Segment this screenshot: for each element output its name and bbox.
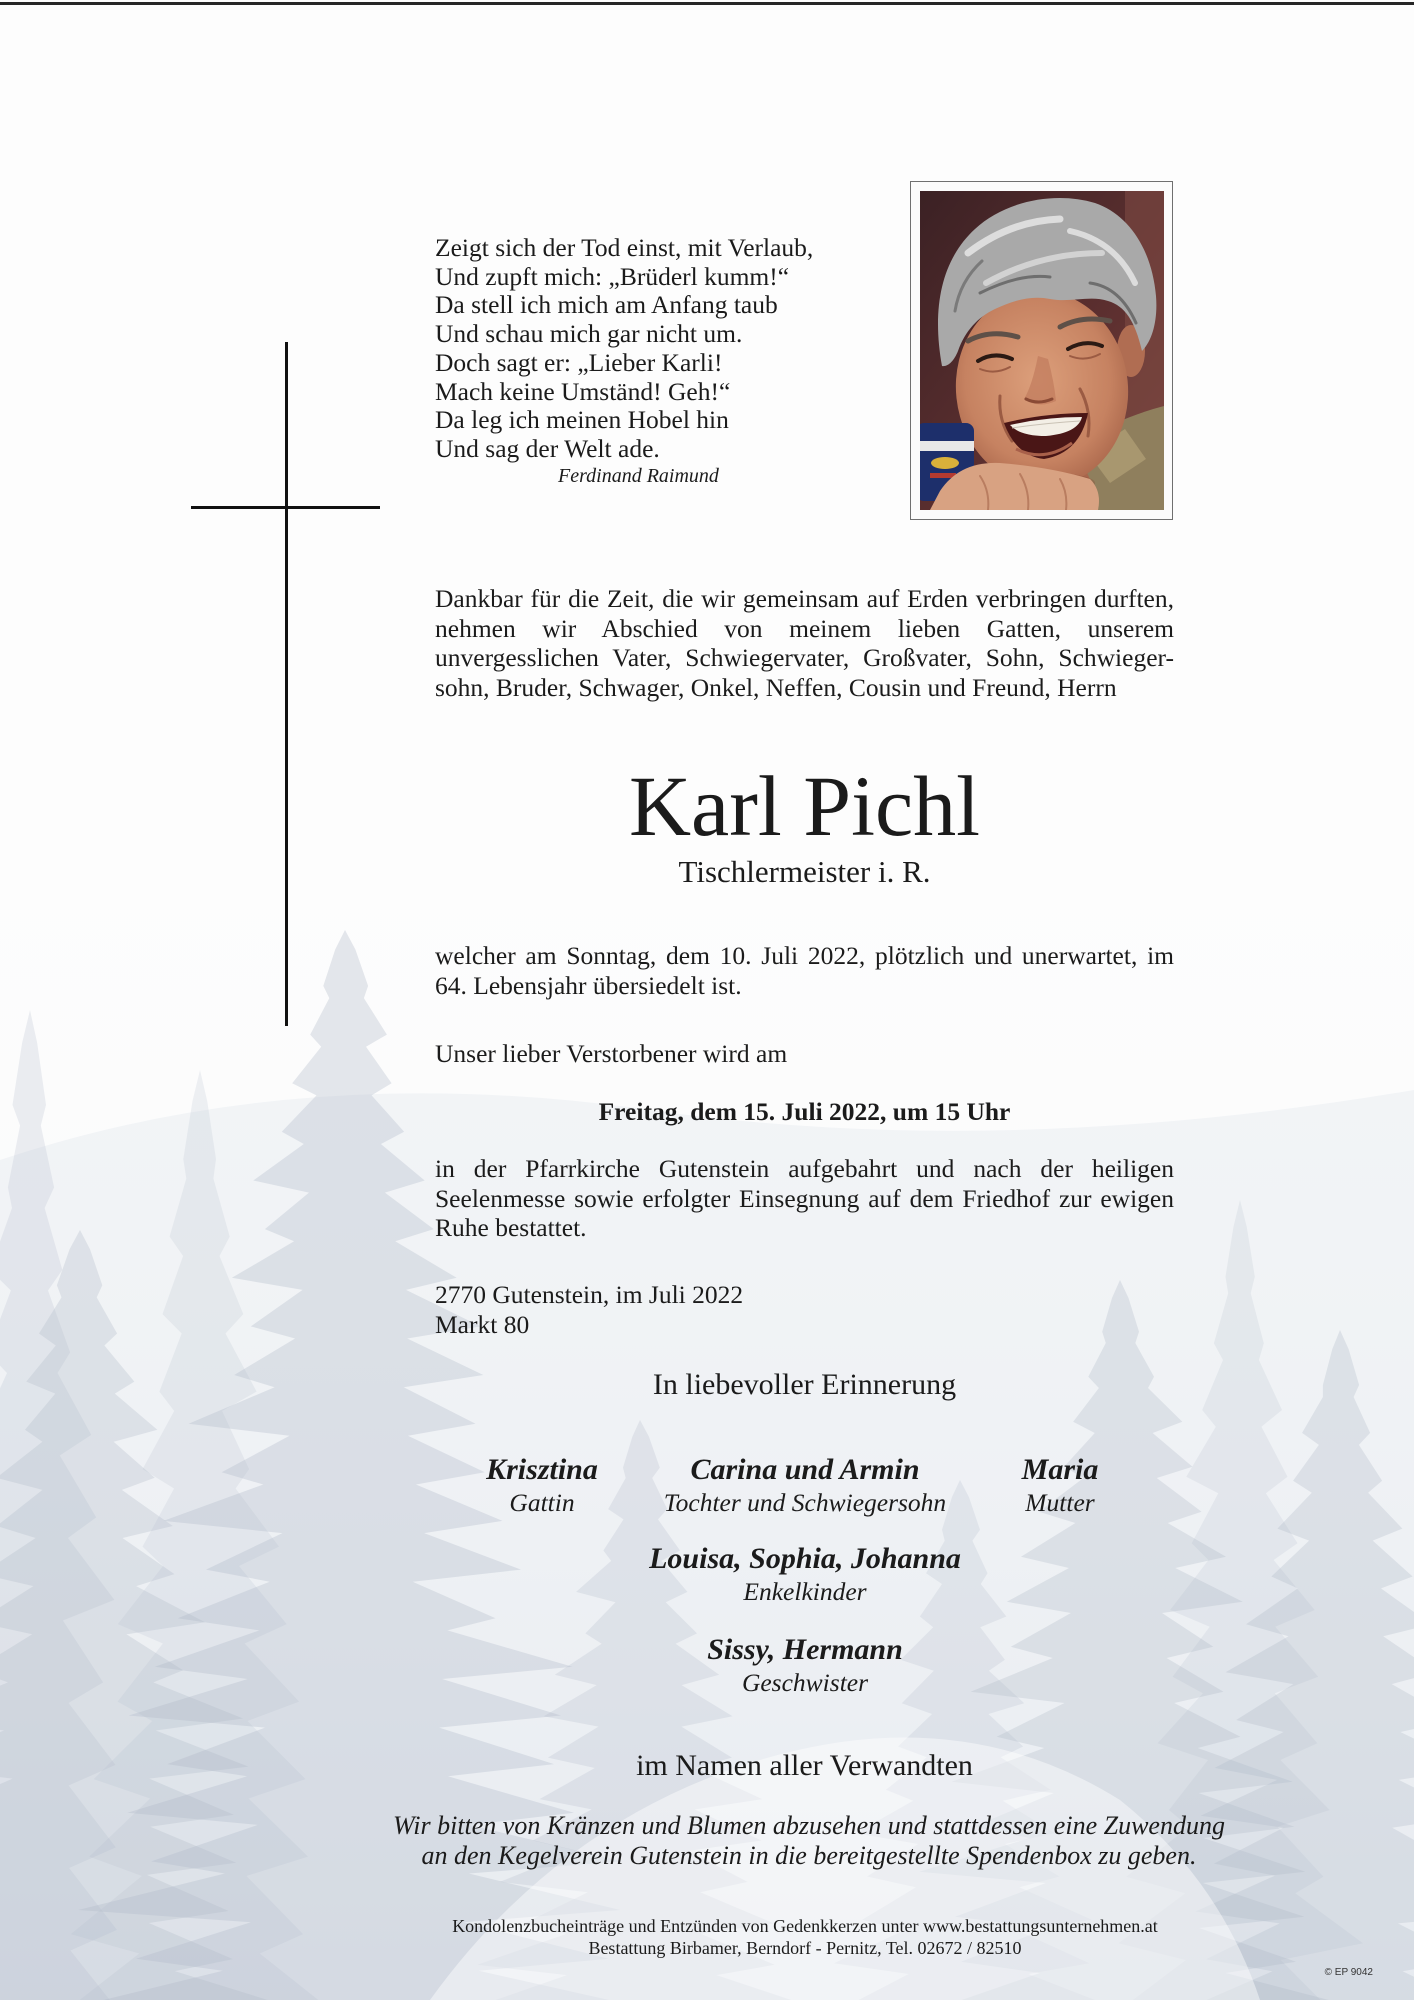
- poem: [435, 234, 813, 464]
- portrait-photo: [920, 191, 1164, 510]
- poem-line: Und sag der Welt ade.: [435, 433, 660, 463]
- death-notice: [435, 941, 1174, 1001]
- mourner-group-mother: [880, 1452, 1240, 1518]
- scan-edge-line: [0, 2, 1414, 5]
- mourner-group-siblings: [625, 1632, 985, 1698]
- funeral-details: [435, 1154, 1174, 1243]
- mourner-group-grandchildren: [625, 1541, 985, 1607]
- photo-frame: [910, 181, 1173, 520]
- funeral-date: Freitag, dem 15. Juli 2022, um 15 Uhr: [598, 1097, 1011, 1126]
- intro-line: nehmen wir Abschied von meinem lieben Gatten, unserem: [435, 613, 1174, 643]
- intro-line: unvergesslichen Vater, Schwiegervater, Großvater, Sohn, Schwieger-: [435, 643, 1174, 673]
- mourners-heading: In liebevoller Erinnerung: [652, 1368, 957, 1401]
- intro-line: Dankbar für die Zeit, die wir gemeinsam auf Erden verbringen durften,: [435, 584, 1174, 613]
- poem-line: Da leg ich meinen Hobel hin: [435, 405, 729, 435]
- mourner-names: Louisa, Sophia, Johanna: [649, 1542, 961, 1575]
- cross-icon-horizontal: [191, 506, 380, 509]
- death-notice-line: welcher am Sonntag, dem 10. Juli 2022, plötzlich und unerwartet, im: [435, 941, 1174, 970]
- mourner-relation: Enkelkinder: [743, 1577, 867, 1606]
- footer-line-condolence: Kondolenzbucheinträge und Entzünden von Gedenkkerzen unter www.bestattungsunternehmen.at: [452, 1916, 1158, 1936]
- death-notice-line: 64. Lebensjahr übersiedelt ist.: [435, 971, 742, 1000]
- mourner-relation: Tochter und Schwiegersohn: [663, 1488, 947, 1517]
- poem-line: Da stell ich mich am Anfang taub: [435, 290, 778, 320]
- funeral-intro-text: Unser lieber Verstorbener wird am: [435, 1039, 788, 1068]
- mourner-names: Krisztina: [486, 1453, 598, 1486]
- poem-line: Zeigt sich der Tod einst, mit Verlaub,: [435, 233, 814, 262]
- mourner-relation: Geschwister: [741, 1668, 869, 1697]
- request-line: Wir bitten von Kränzen und Blumen abzusehen und stattdessen eine Zuwendung: [393, 1811, 1225, 1840]
- funeral-line: Seelenmesse sowie erfolgter Einsegnung auf dem Friedhof zur ewigen: [435, 1183, 1174, 1213]
- request-line: an den Kegelverein Gutenstein in die bereitgestellte Spendenbox zu geben.: [421, 1841, 1197, 1870]
- mourner-names: Sissy, Hermann: [707, 1633, 903, 1666]
- deceased-name: Karl Pichl: [628, 758, 981, 854]
- mourner-relation: Gattin: [509, 1488, 575, 1517]
- mourner-names: Carina und Armin: [690, 1453, 920, 1486]
- intro-line: sohn, Bruder, Schwager, Onkel, Neffen, Cousin und Freund, Herrn: [435, 673, 1117, 703]
- poem-line: Doch sagt er: „Lieber Karli!: [435, 347, 723, 377]
- print-code: © EP 9042: [1324, 1967, 1373, 1978]
- intro-paragraph: [435, 584, 1174, 703]
- poem-line: Mach keine Umständ! Geh!“: [435, 376, 731, 406]
- deceased-title: Tischlermeister i. R.: [678, 854, 931, 889]
- mourner-relation: Mutter: [1025, 1488, 1095, 1517]
- footer: [405, 1915, 1205, 1959]
- funeral-line: in der Pfarrkirche Gutenstein aufgebahrt und nach der heiligen: [435, 1154, 1174, 1183]
- place-and-date: [435, 1280, 1174, 1340]
- funeral-line: Ruhe bestattet.: [435, 1213, 587, 1242]
- poem-author: Ferdinand Raimund: [558, 465, 719, 487]
- poem-line: Und schau mich gar nicht um.: [435, 319, 743, 349]
- mourner-names: Maria: [1021, 1453, 1099, 1486]
- address-line: Markt 80: [435, 1310, 530, 1339]
- place-line: 2770 Gutenstein, im Juli 2022: [435, 1280, 744, 1309]
- mourners-closing: im Namen aller Verwandten: [636, 1749, 973, 1782]
- poem-line: Und zupft mich: „Brüderl kumm!“: [435, 261, 790, 291]
- donation-request: [389, 1811, 1229, 1871]
- funeral-intro: [435, 1039, 1174, 1069]
- cross-icon-vertical: [285, 342, 288, 1026]
- footer-line-undertaker: Bestattung Birbamer, Berndorf - Pernitz, Tel. 02672 / 82510: [588, 1938, 1022, 1958]
